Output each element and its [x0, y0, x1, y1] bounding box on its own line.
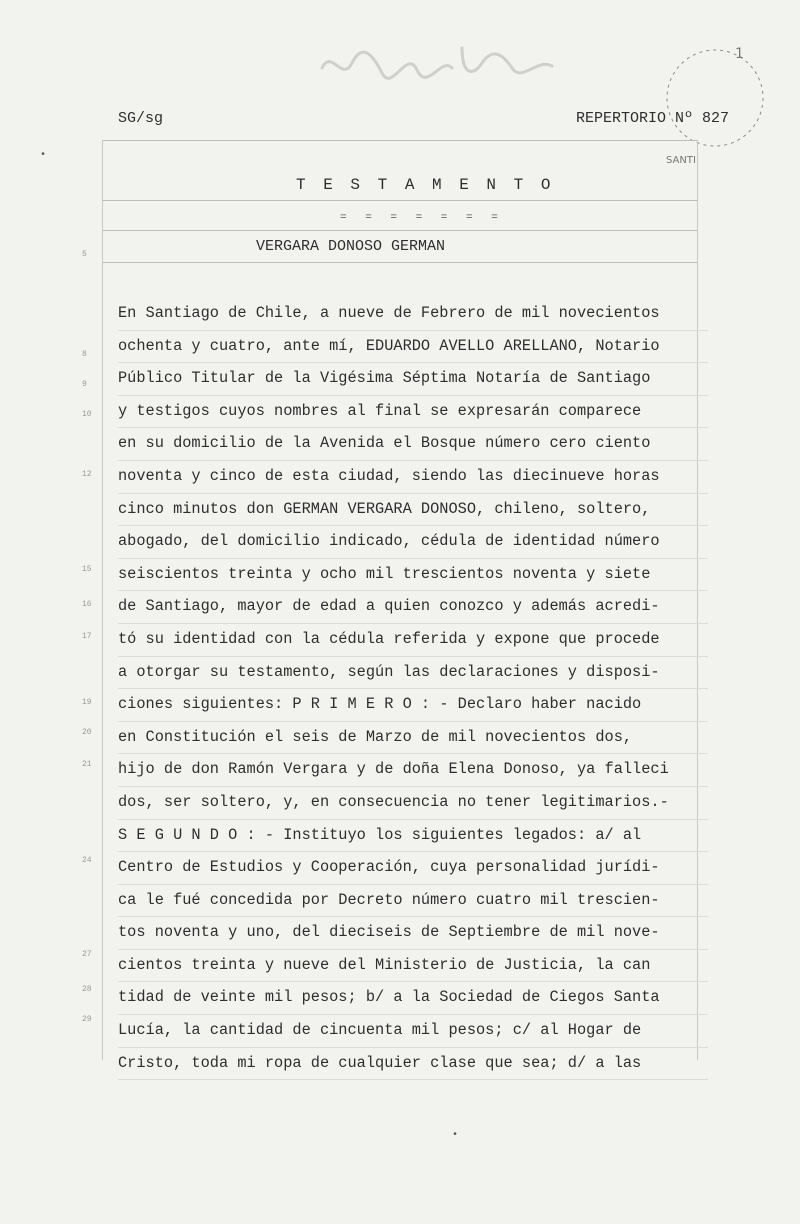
svg-text:1: 1 [735, 46, 744, 62]
divider [102, 140, 698, 141]
text-line: a otorgar su testamento, según las declaraciones y disposi- [118, 657, 708, 690]
margin-number: 8 [82, 350, 87, 359]
margin-number: 12 [82, 470, 92, 479]
document-title: T E S T A M E N T O [296, 176, 555, 194]
margin-number: 29 [82, 1015, 92, 1024]
testator-name: VERGARA DONOSO GERMAN [256, 238, 446, 255]
repertorio-number: REPERTORIO Nº 827 [576, 110, 730, 127]
margin-number: 5 [82, 250, 87, 259]
margin-number: 28 [82, 985, 92, 994]
margin-number: 19 [82, 698, 92, 707]
divider [102, 230, 698, 231]
margin-number: 21 [82, 760, 92, 769]
svg-text:SANTI: SANTI [666, 155, 696, 166]
text-line: En Santiago de Chile, a nueve de Febrero de mil novecientos [118, 298, 708, 331]
margin-number: 15 [82, 565, 92, 574]
text-line: en su domicilio de la Avenida el Bosque número cero ciento [118, 428, 708, 461]
text-line: tó su identidad con la cédula referida y expone que procede [118, 624, 708, 657]
text-line: hijo de don Ramón Vergara y de doña Elena Donoso, ya falleci [118, 754, 708, 787]
ink-speck: • [40, 150, 47, 161]
testament-body [118, 298, 708, 1080]
handwritten-signature [312, 28, 562, 98]
text-line: tos noventa y uno, del dieciseis de Septiembre de mil nove- [118, 917, 708, 950]
margin-number: 20 [82, 728, 92, 737]
margin-number: 9 [82, 380, 87, 389]
text-line: Público Titular de la Vigésima Séptima Notaría de Santiago [118, 363, 708, 396]
divider [102, 262, 698, 263]
text-line: ochenta y cuatro, ante mí, EDUARDO AVELLO ARELLANO, Notario [118, 331, 708, 364]
text-line: Lucía, la cantidad de cincuenta mil pesos; c/ al Hogar de [118, 1015, 708, 1048]
text-line: cinco minutos don GERMAN VERGARA DONOSO, chileno, soltero, [118, 494, 708, 527]
text-line: seiscientos treinta y ocho mil trescientos noventa y siete [118, 559, 708, 592]
text-line: ciones siguientes: P R I M E R O : - Declaro haber nacido [118, 689, 708, 722]
text-line: Cristo, toda mi ropa de cualquier clase que sea; d/ a las [118, 1048, 708, 1081]
text-line: cientos treinta y nueve del Ministerio de Justicia, la can [118, 950, 708, 983]
margin-line [102, 140, 103, 1060]
margin-number: 10 [82, 410, 92, 419]
divider [102, 200, 698, 201]
text-line: y testigos cuyos nombres al final se expresarán comparece [118, 396, 708, 429]
text-line: S E G U N D O : - Instituyo los siguientes legados: a/ al [118, 820, 708, 853]
text-line: ca le fué concedida por Decreto número cuatro mil trescien- [118, 885, 708, 918]
text-line: de Santiago, mayor de edad a quien conozco y además acredi- [118, 591, 708, 624]
header-initials: SG/sg [118, 110, 164, 127]
text-line: tidad de veinte mil pesos; b/ a la Sociedad de Ciegos Santa [118, 982, 708, 1015]
margin-number: 17 [82, 632, 92, 641]
ink-speck: • [452, 1130, 459, 1141]
margin-number: 24 [82, 856, 92, 865]
margin-number: 16 [82, 600, 92, 609]
text-line: abogado, del domicilio indicado, cédula de identidad número [118, 526, 708, 559]
text-line: dos, ser soltero, y, en consecuencia no tener legitimarios.- [118, 787, 708, 820]
text-line: noventa y cinco de esta ciudad, siendo las diecinueve horas [118, 461, 708, 494]
text-line: Centro de Estudios y Cooperación, cuya personalidad jurídi- [118, 852, 708, 885]
margin-number: 27 [82, 950, 92, 959]
text-line: en Constitución el seis de Marzo de mil novecientos dos, [118, 722, 708, 755]
title-separator: = = = = = = = [340, 212, 504, 224]
